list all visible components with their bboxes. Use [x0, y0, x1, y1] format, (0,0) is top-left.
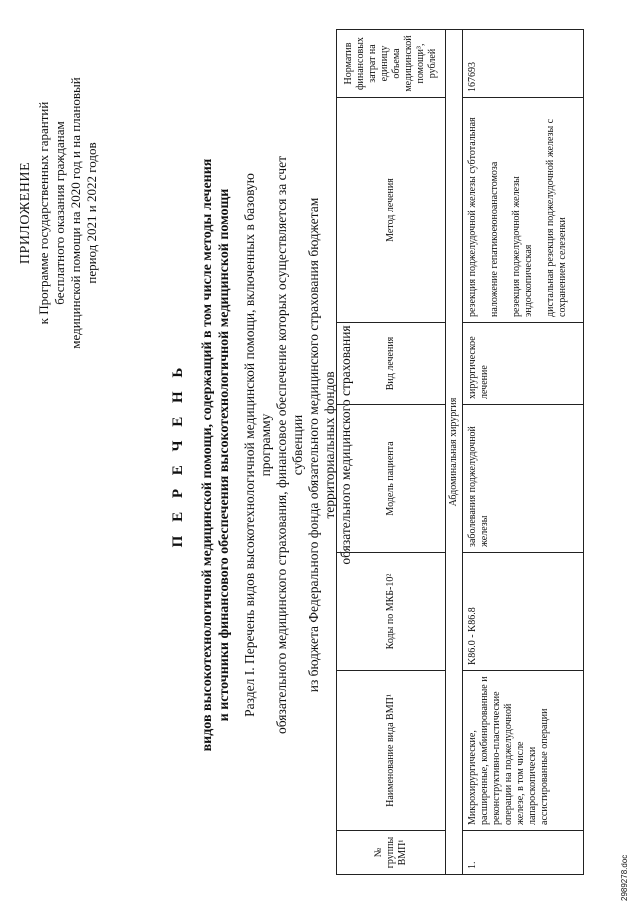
section-label: Абдоминальная хирургия: [446, 30, 463, 875]
header-vmp-name: Наименование вида ВМП¹: [337, 671, 446, 831]
file-name-footer: 2989278.doc: [620, 854, 629, 901]
table-section-row: [446, 30, 463, 875]
cell-vmp-name: Микрохирургические, расширенные, комбинированные и реконструктивно-пластические операции на поджелудочной железе, в том числе лапароскопически ассистированные операции: [463, 671, 584, 831]
section-line: Раздел I. Перечень видов высокотехнологичной медицинской помощи, включенных в базовую программу: [242, 173, 273, 717]
vmp-table: [336, 29, 584, 875]
method-item: наложение гепатикоеюноанастомоза: [489, 161, 500, 317]
appendix-block: [18, 43, 100, 383]
appendix-line: бесплатного оказания гражданам: [52, 121, 67, 305]
appendix-line: период 2021 и 2022 годов: [84, 142, 99, 284]
method-item: резекция поджелудочной железы эндоскопическая: [511, 176, 534, 317]
title-line: и источники финансового обеспечения высокотехнологичной медицинской помощи: [217, 188, 232, 722]
table-row: [463, 30, 584, 875]
table-header-row: [337, 30, 446, 875]
method-item: дистальная резекция поджелудочной железы с сохранением селезенки: [545, 118, 568, 317]
header-icd-codes: Коды по МКБ-10²: [337, 553, 446, 671]
method-item: резекция поджелудочной железы субтотальная: [467, 117, 478, 317]
header-cost-norm: Норматив финансовых затрат на единицу объема медицинской помощи³, рублей: [337, 30, 446, 98]
appendix-line: к Программе государственных гарантий: [36, 101, 51, 325]
section-line: обязательного медицинского страхования, финансовое обеспечение которых осуществляется за счет субвенции: [274, 156, 305, 734]
section-line: обязательного медицинского страхования: [338, 325, 353, 565]
cell-treatment-type: хирургическое лечение: [463, 323, 584, 405]
header-group-number: № группы ВМП¹: [337, 831, 446, 875]
cell-patient-model: заболевания поджелудочной железы: [463, 405, 584, 553]
title-line: видов высокотехнологичной медицинской помощи, содержащий в том числе методы лечения: [200, 158, 215, 752]
header-treatment-type: Вид лечения: [337, 323, 446, 405]
cell-cost-norm: 167693: [463, 30, 584, 98]
section-line: из бюджета Федерального фонда обязательного медицинского страхования бюджетам территориальных фондов: [306, 197, 337, 693]
cell-treatment-methods: [463, 98, 584, 323]
title-word: П Е Р Е Ч Е Н Ь: [170, 362, 186, 548]
cell-icd-codes: K86.0 - K86.8: [463, 553, 584, 671]
appendix-heading: ПРИЛОЖЕНИЕ: [18, 161, 33, 265]
header-treatment-method: Метод лечения: [337, 98, 446, 323]
appendix-line: медицинской помощи на 2020 год и на плановый: [68, 77, 83, 349]
document-title: [170, 155, 233, 755]
cell-number: 1.: [463, 831, 584, 875]
header-patient-model: Модель пациента: [337, 405, 446, 553]
